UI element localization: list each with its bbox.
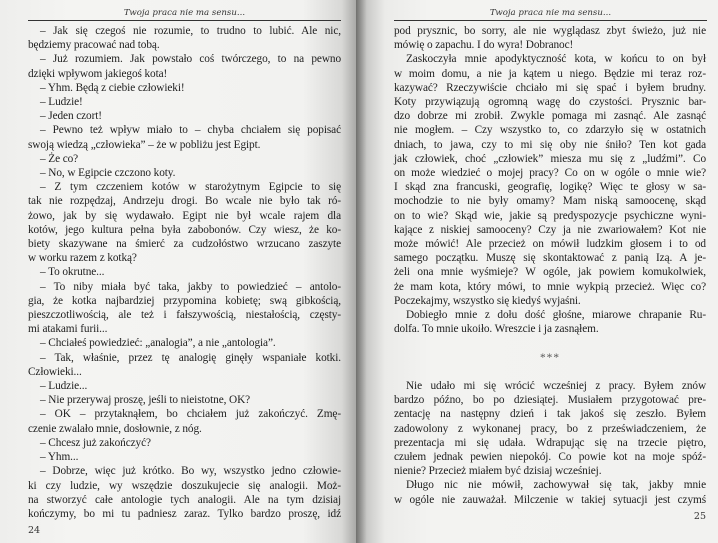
text-line: dolfa. To mnie ukoiło. Wreszcie i ja zasnąłem. [394,323,599,336]
body-text [28,24,341,521]
text-line: – Chcesz już zakończyć? [40,436,151,449]
header-rule [394,20,707,21]
text-line: kotów, jego kultura pełna była zabobonów. Czy wiesz, że ko- [28,223,341,236]
text-line: nie mogłem. – Czy wszystko to, co zdarzyło się w ostatnich [394,124,706,137]
text-line: Zaskoczyła mnie apodyktyczność kota, w końcu to on był [406,53,706,66]
text-line: dzięki wpływom jakiegoś kota! [28,67,168,80]
text-line: – Pewno też wpływ miało to – chyba chciałem się popisać [40,124,341,137]
text-line: – Dobrze, więc już krótko. Bo wy, wszystko jedno człowie- [40,465,341,478]
text-line: mówię o zapachu. I do wyra! Dobranoc! [394,39,574,52]
text-line: – Że co? [40,152,79,165]
text-line: on może wiedzieć o mojej pracy? Co on w ogóle o mnie wie? [394,167,706,180]
left-page [0,0,356,543]
text-line: – Jeden czort! [40,110,102,123]
spacer [394,336,706,350]
page-number: 25 [693,510,706,522]
text-line: pieszczotliwością, ale też i fałszywością, niestałością, częsty- [28,309,341,322]
text-line: zentację na następny dzień i tak jakoś się zeszło. Byłem [394,408,706,421]
text-line: Długo nic nie mówił, zachowywał się tak, jakby mnie [406,479,706,492]
text-line: Nie udało mi się wrócić wcześniej z pracy. Byłem znów [406,380,706,393]
text-line: jak człowiek, choć „człowiek” miesza mu się z „ludźmi”. Co [394,152,706,165]
text-line: – No, w Egipcie czczono koty. [40,167,176,180]
text-line: kończymy, bo mi tu padniesz zaraz. Tylko bardzo proszę, idź [28,507,341,520]
text-line: że mam kota, który mówi, to mnie wykpią przecież. Więc co? [394,280,706,293]
text-line: na stworzyć całe antologie tych analogii. Ale na tym dzisiaj [28,493,341,506]
text-line: – Ludzie... [40,380,88,393]
text-line: on to wie? Skąd wie, jakie są predyspozycje psychiczne wyni- [394,209,706,222]
text-line: tak nie rozpędzaj, Andrzeju drogi. Bo wcale nie było tak ró- [28,195,341,208]
text-line: kające z niskiej samooceny? Czy ja nie zwariowałem? Kot nie [394,223,706,236]
text-line: biety skazywane na śmierć za cudzołóstwo wrzucano zaszyte [28,238,341,251]
section-break: *** [540,351,560,364]
text-line: mochodzie to nie były omamy? Mam niską samoocenę, skąd [394,195,706,208]
header-rule [28,20,341,21]
text-line: zadowolony z wykonanej pracy, bo z przeświadczeniem, że [394,422,706,435]
text-line: Koty przywiązują ogromną wagę do czystości. Prysznic bar- [394,96,706,109]
text-line: kazywać? Rzeczywiście chciało mi się spać i byłem brudny. [394,81,706,94]
text-line: swoją wiedzą „człowieka” – że w pobliżu jest Egipt. [28,138,261,151]
text-after-break [394,379,706,507]
text-line: nienie? Przecież miałem być dzisiaj wcześniej. [394,465,602,478]
text-line: samego początku. Muszę się skontaktować z panią Izą. A je- [394,252,706,265]
text-line: Dobiegło mnie z dołu dość głośne, miarowe chrapanie Ru- [406,309,706,322]
text-line: – Tak, właśnie, przez tę analogię ginęły wspaniałe kotki. [40,351,341,364]
page-number: 24 [28,525,41,537]
text-line: – Ludzie! [40,96,83,109]
text-line: ki czy ludzie, wy wszędzie doszukujecie się analogii. Moż- [28,479,341,492]
text-line: I skąd zna francuski, geografię, logikę? Więc te głosy w sa- [394,181,706,194]
text-line: – Jak się czegoś nie rozumie, to trudno to lubić. Ale nic, [40,25,341,37]
text-line: gia, że kotka najbardziej przypomina kobietę; swą gibkością, [28,294,341,307]
spacer [394,365,706,379]
body-text [394,24,706,507]
text-line: żeli ona mnie wyśmieje? W ogóle, jak powiem komukolwiek, [394,266,706,279]
text-line: Człowieki... [28,365,82,378]
text-line: Poczekajmy, wszystko się kiedyś wyjaśni. [394,294,581,307]
text-line: w worku razem z kotką? [28,252,137,265]
text-line: – OK – przytaknąłem, bo chciałem już zakończyć. Zmę- [40,408,341,421]
text-line: może mówić! Ale przecież on mówił ludzkim głosem i to od [394,238,706,251]
text-line: pod prysznic, bo sorry, ale nie wyglądasz zbyt świeżo, już nie [394,25,706,37]
running-head: Twoja praca nie ma sensu... [123,8,246,18]
text-line: – Już rozumiem. Jak powstało coś twórczego, to na pewno [40,53,341,66]
text-line: czułem jednak pewien niepokój. Co powie kot na moje spóź- [394,451,706,464]
text-line: – Z tym czczeniem kotów w starożytnym Egipcie to się [40,181,341,194]
text-line: – Nie przerywaj proszę, jeśli to nieistotne, OK? [40,394,251,407]
text-line: w moim domu, a nie ja kątem u niego. Będzie mi teraz roz- [394,67,706,80]
right-page [356,0,718,543]
text-line: – Yhm. Będą z ciebie człowieki! [40,81,185,94]
text-line: mi atakami furii... [28,323,108,336]
text-line: – Yhm... [40,451,79,464]
text-line: – Chciałeś powiedzieć: „analogia”, a nie „antologia”. [40,337,276,350]
text-line: dniach, to jawa, czy to mi się oby nie śniło? Ten kot gada [394,138,706,151]
text-before-break [394,24,706,336]
text-line: bardzo późno, bo po dziesiątej. Musiałem przygotować pre- [394,394,706,407]
text-line: żowo, jak by się wydawało. Egipt nie był wcale rajem dla [28,209,341,222]
text-line: czenie zwalało mnie, dosłownie, z nóg. [28,422,202,435]
text-line: – To okrutne... [40,266,105,279]
text-line: w ogóle nie zauważał. Milczenie w takiej sytuacji jest czymś [394,493,706,506]
text-line: – To niby miała być taka, jakby to powiedzieć – antolo- [40,280,341,293]
running-head: Twoja praca nie ma sensu... [489,8,612,18]
text-line: prezentacja mi się udała. Wdrapując się na trzecie piętro, [394,436,706,449]
text-line: będziemy pracować nad tobą. [28,39,160,52]
text-line: dzo dobrze mi zrobił. Zwykle pomaga mi zasnąć. Ale zasnąć [394,110,706,123]
